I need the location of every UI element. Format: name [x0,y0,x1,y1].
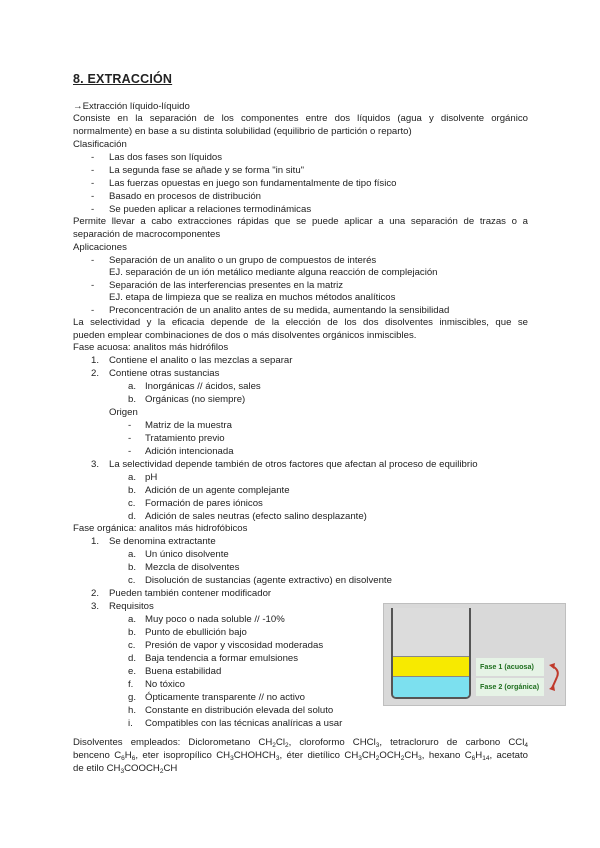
solvents-line-1: Disolventes empleados: Diclorometano $CH_2Cl_2$, cloroformo CHCl$_3$, tetracloruro de carbono CCl$_4$ [73,737,528,749]
list-item: Contiene otras sustancias [109,368,220,379]
bullet-dash: - [91,255,95,266]
list-letter: b. [128,627,137,638]
list-letter: b. [128,485,137,496]
heading-fase-organica: Fase orgánica: analitos más hidrofóbicos [73,523,248,534]
label-fase-acuosa: Fase 1 (acuosa) [476,658,544,676]
heading-clasificacion: Clasificación [73,139,127,150]
list-letter: c. [128,498,136,509]
list-letter: a. [128,614,137,625]
list-letter: a. [128,472,137,483]
list-letter: c. [128,640,136,651]
list-item: Constante en distribución elevada del soluto [145,705,334,716]
list-item: Un único disolvente [145,549,229,560]
list-letter: g. [128,692,137,703]
bullet-dash: - [91,191,95,202]
list-number: 3. [91,601,100,612]
paragraph-line: separación de macrocomponentes [73,229,221,240]
list-item: Muy poco o nada soluble // -10% [145,614,285,625]
list-letter: b. [128,562,137,573]
list-item: Requisitos [109,601,154,612]
list-item: Baja tendencia a formar emulsiones [145,653,299,664]
exchange-arrows-icon [548,662,562,692]
list-letter: a. [128,549,137,560]
list-item: Formación de pares iónicos [145,498,263,509]
list-number: 1. [91,355,100,366]
paragraph-line: La selectividad y la eficacia depende de la elección de los dos disolventes inmiscibles, que se [73,317,528,328]
list-item: Disolución de sustancias (agente extractivo) en disolvente [145,575,392,586]
list-item: Las fuerzas opuestas en juego son fundamentalmente de tipo físico [109,178,397,189]
definition-line-1: Consiste en la separación de los componentes entre dos líquidos (agua y disolvente orgánico [73,113,528,124]
list-item: Ópticamente transparente // no activo [145,692,305,703]
bullet-dash: - [91,152,95,163]
list-item: Compatibles con las técnicas analíricas a usar [145,718,343,729]
example-line: EJ. etapa de limpieza que se realiza en muchos métodos analíticos [109,292,396,303]
list-item: Pueden también contener modificador [109,588,272,599]
list-item: Mezcla de disolventes [145,562,240,573]
list-letter: i. [128,718,133,729]
list-item: Presión de vapor y viscosidad moderadas [145,640,324,651]
list-letter: a. [128,381,137,392]
list-item: Buena estabilidad [145,666,222,677]
definition-line-2: normalmente) en base a su distinta solubilidad (equilibrio de partición o reparto) [73,126,412,137]
bullet-dash: - [91,178,95,189]
list-item: Las dos fases son líquidos [109,152,223,163]
list-item: La selectividad depende también de otros factores que afectan al proceso de equilibrio [109,459,478,470]
list-item: Punto de ebullición bajo [145,627,247,638]
bullet-dash: - [91,165,95,176]
subheading-liquid-extraction: →Extracción líquido-líquido [73,101,190,112]
list-letter: d. [128,653,137,664]
list-number: 2. [91,588,100,599]
heading-fase-acuosa: Fase acuosa: analitos más hidrófilos [73,342,229,353]
paragraph-line: Permite llevar a cabo extracciones rápidas que se puede aplicar a una separación de trazas o a [73,216,528,227]
section-title: 8. EXTRACCIÓN [73,72,173,86]
bullet-dash: - [91,305,95,316]
bullet-dash: - [128,420,132,431]
list-item: Contiene el analito o las mezclas a separar [109,355,293,366]
heading-aplicaciones: Aplicaciones [73,242,127,253]
paragraph-line: pueden emplear combinaciones de dos o más disolventes orgánicos inmiscibles. [73,330,417,341]
example-line: EJ. separación de un ión metálico mediante alguna reacción de complejación [109,267,438,278]
solvents-line-3: de etilo $CH_3COOCH_2CH$ [73,763,178,775]
list-number: 1. [91,536,100,547]
list-item: Orgánicas (no siempre) [145,394,246,405]
list-item: Tratamiento previo [145,433,225,444]
list-item: Basado en procesos de distribución [109,191,261,202]
list-letter: h. [128,705,137,716]
organic-phase-layer [393,677,469,699]
solvents-line-2: benceno $C_6H_6$, eter isopropílico $CH_3CHOHCH_3$, éter dietílico $CH_3CH_2OCH_2CH_3$, hexano $C_6H_{14}$, acetato [73,750,529,762]
list-item: No tóxico [145,679,185,690]
list-item: Separación de las interferencias presentes en la matriz [109,280,344,291]
beaker-illustration [391,608,471,699]
list-letter: b. [128,394,137,405]
bullet-dash: - [128,433,132,444]
list-item: Se denomina extractante [109,536,216,547]
list-item: Adición de sales neutras (efecto salino desplazante) [145,511,367,522]
list-letter: f. [128,679,134,690]
list-number: 2. [91,368,100,379]
list-number: 3. [91,459,100,470]
list-letter: e. [128,666,137,677]
list-item: pH [145,472,158,483]
list-item: Separación de un analito o un grupo de compuestos de interés [109,255,377,266]
list-item: Adición intencionada [145,446,234,457]
list-item: Matriz de la muestra [145,420,232,431]
list-item: Adición de un agente complejante [145,485,290,496]
list-item: La segunda fase se añade y se forma "in situ" [109,165,305,176]
label-fase-organica: Fase 2 (orgánica) [476,678,544,696]
list-letter: d. [128,511,137,522]
list-letter: c. [128,575,136,586]
beaker-figure [383,603,566,706]
list-item: Preconcentración de un analito antes de su medida, aumentando la sensibilidad [109,305,450,316]
sub-heading-origen: Origen [109,407,138,418]
list-item: Inorgánicas // ácidos, sales [145,381,261,392]
bullet-dash: - [91,204,95,215]
bullet-dash: - [128,446,132,457]
bullet-dash: - [91,280,95,291]
beaker-headspace [393,608,469,656]
list-item: Se pueden aplicar a relaciones termodinámicas [109,204,312,215]
aqueous-phase-layer [393,656,469,677]
